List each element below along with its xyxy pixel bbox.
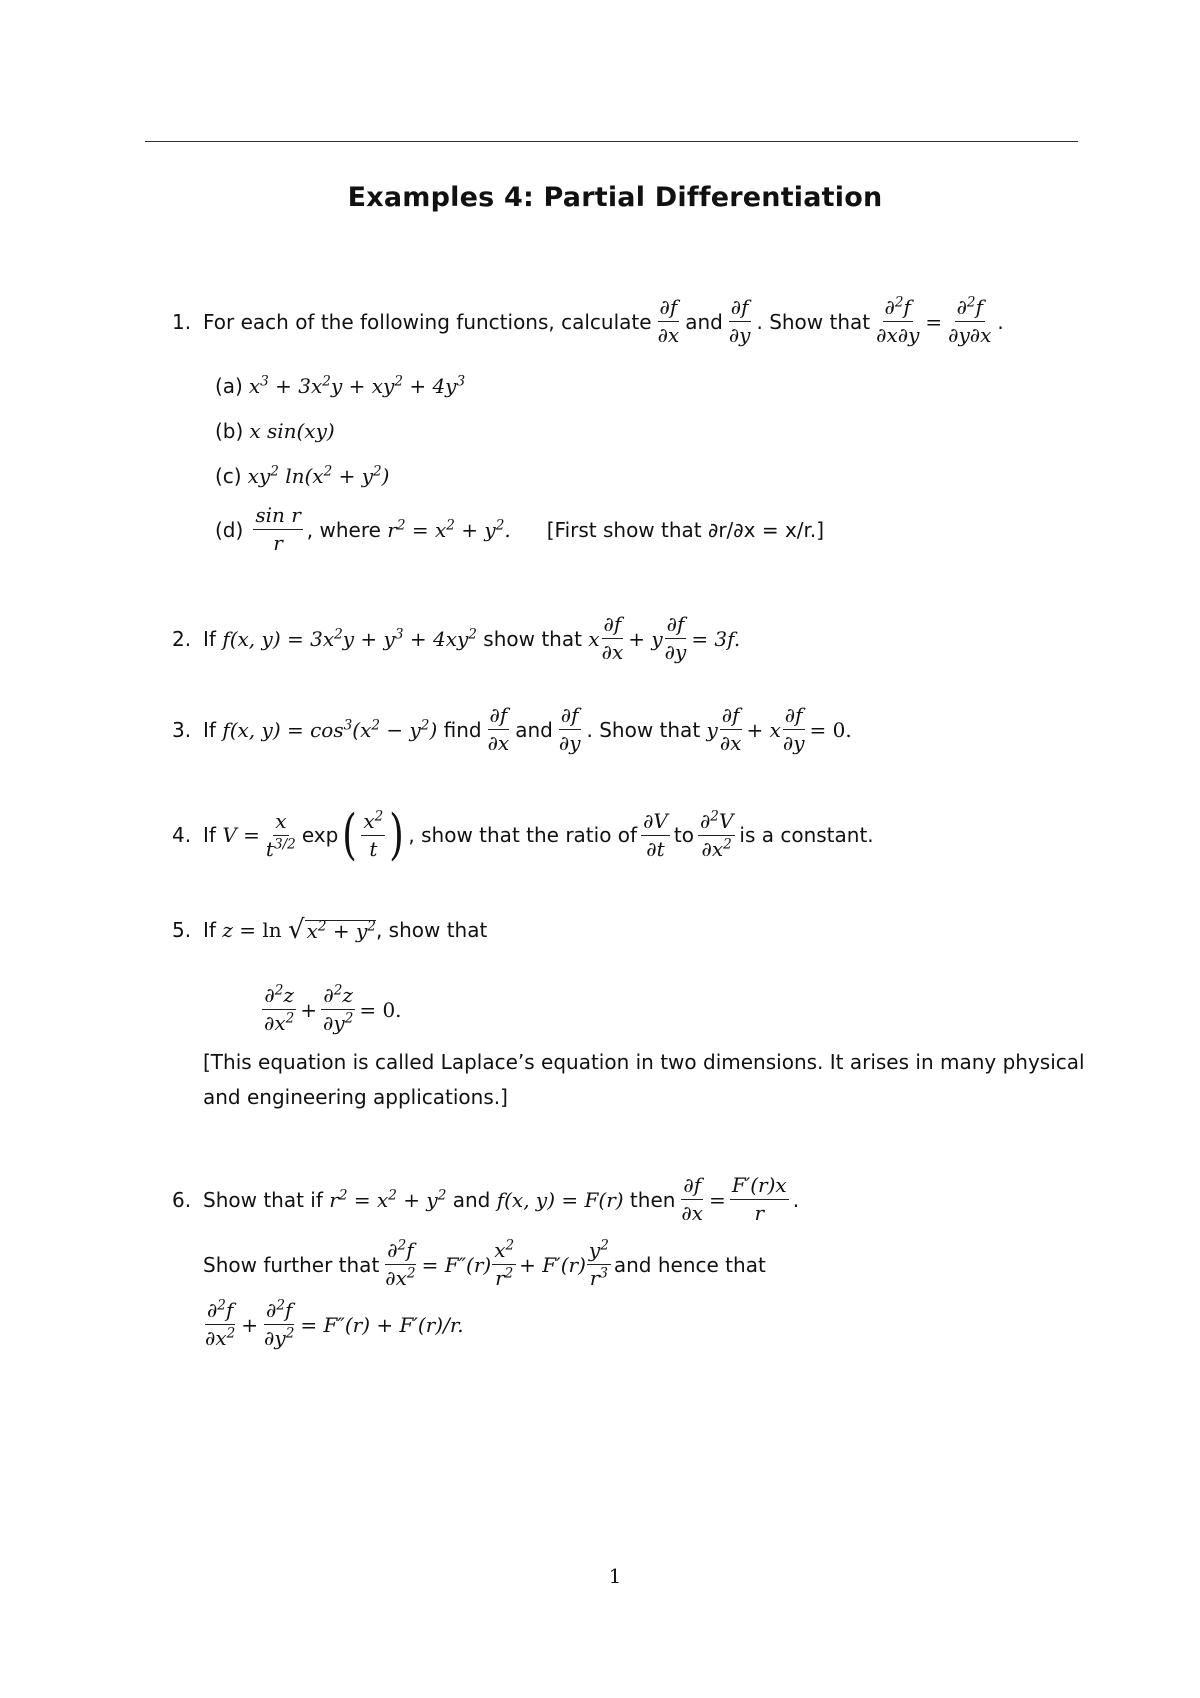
fraction-d2V-dx2: $\frac{\partial^2V}{\partial x^2}$	[699, 808, 734, 861]
and-text: and	[515, 717, 553, 742]
part-label: (c)	[215, 464, 242, 488]
question-1a	[215, 373, 466, 398]
question-number: 3.	[172, 717, 192, 742]
fraction-df-dx: $\frac{\partial f}{\partial x}$	[487, 703, 510, 755]
ratio-text: , show that the ratio of	[408, 823, 638, 847]
formula-c: $xy^2$ $\ln(x^2 + y^2)$	[247, 463, 390, 488]
sqrt-expression: $x^2 + y^2$	[306, 918, 376, 943]
if-text: If	[203, 918, 216, 942]
formula-f: f(x, $y) = 3x^2y + y^3 + 4xy^2$	[222, 626, 477, 651]
fraction-df-dy: $\frac{\partial f}{\partial y}$	[664, 612, 687, 664]
fraction-df-dx-2: $\frac{\partial f}{\partial x}$	[719, 703, 742, 755]
question-4: 4. If V = $\frac{x}{t^{3/2}}$ exp ( $\frac{x^2}{t}$ ) , show that the ratio of $\frac{\partial V}{\partial t}$ to $\frac{\partial^2V}{\partial x^2}$ is a constant.	[172, 803, 874, 866]
question-6-result: $\frac{\partial^2f}{\partial x^2}$ + $\frac{\partial^2f}{\partial y^2}$ = F″(r) + F′(r)/r.	[205, 1297, 464, 1350]
page-number: 1	[608, 1564, 622, 1588]
laplace-note-1	[203, 1052, 1085, 1072]
question-1: 1. For each of the following functions, calculate $\frac{\partial f}{\partial x}$ and $\frac{\partial f}{\partial y}$ . Show that $\frac{\partial^2f}{\partial x\partial y}$ = $\frac{\partial^2f}{\partial y\partial x}$ .	[172, 294, 1004, 347]
fraction-sinr-r: $\frac{\text{sin r}}{r}$	[255, 503, 301, 555]
to-text: to	[673, 823, 694, 847]
fraction-dV-dt: $\frac{\partial V}{\partial t}$	[643, 808, 668, 861]
if-text: If	[203, 823, 216, 847]
fraction-d2z-dx2: $\frac{\partial^2z}{\partial x^2}$	[264, 982, 295, 1035]
laplace-note-2	[203, 1087, 508, 1107]
question-2: 2. If f(x, $y) = 3x^2y + y^3 + 4xy^2$ show that x $\frac{\partial f}{\partial x}$ + y $\frac{\partial f}{\partial y}$ = 3f.	[172, 612, 741, 664]
question-number: 6.	[172, 1187, 192, 1212]
fraction-d2f-dydx: $\frac{\partial^2f}{\partial y\partial x}$	[948, 294, 992, 347]
question-number: 4.	[172, 823, 192, 847]
page-title: Examples 4: Partial Differentiation	[347, 182, 883, 213]
fraction-Fprime-x-r: $\frac{F'(r)x}{r}$	[731, 1173, 787, 1225]
note-text: and engineering applications.]	[203, 1085, 508, 1109]
exp-text: exp	[301, 823, 339, 847]
fraction-x2-t: $\frac{x^2}{t}$	[363, 808, 384, 861]
fraction-df-dx: $\frac{\partial f}{\partial x}$	[601, 612, 624, 664]
constant-text: is a constant.	[739, 823, 874, 847]
fraction-d2f-dy2: $\frac{\partial^2f}{\partial y^2}$	[264, 1297, 295, 1350]
fraction-df-dy: $\frac{\partial f}{\partial y}$	[728, 295, 751, 347]
note-text: [This equation is called Laplace’s equation in two dimensions. It arises in many physical	[203, 1050, 1085, 1074]
question-1d	[215, 505, 824, 554]
and-text: and	[452, 1187, 491, 1212]
fraction-x2-r2: $\frac{x^2}{r^2}$	[494, 1237, 515, 1290]
then-text: then	[629, 1187, 676, 1212]
formula-d-condition: $r^2 = x^2 + y^2$.	[387, 517, 511, 542]
formula-a: $x^3 + 3x^2y + xy^2 + 4y^3$	[248, 373, 466, 398]
question-number: 2.	[172, 626, 192, 651]
if-text: If	[203, 626, 216, 651]
question-6-second-derivative: Show further that $\frac{\partial^2f}{\partial x^2}$ = F″(r) $\frac{x^2}{r^2}$ + F′(r) $\frac{y^2}{r^3}$ and hence that	[203, 1237, 766, 1290]
question-number: 1.	[172, 309, 192, 334]
fraction-df-dx: $\frac{\partial f}{\partial x}$	[657, 295, 680, 347]
show-that-text: Show that	[599, 717, 701, 742]
question-text: Show that if	[203, 1187, 323, 1212]
show-that-text: show that	[483, 626, 582, 651]
fraction-d2f-dxdy: $\frac{\partial^2f}{\partial x\partial y}$	[876, 294, 920, 347]
hint-text: [First show that ∂r/∂x = x/r.]	[546, 517, 825, 542]
question-6: 6. Show that if $r^2 = x^2 + y^2$ and f(x, y) = F(r) then $\frac{\partial f}{\partial x}$ = $\frac{F'(r)x}{r}$ .	[172, 1173, 800, 1225]
find-text: find	[443, 717, 482, 742]
fraction-x-t32: $\frac{x}{t^{3/2}}$	[265, 808, 296, 861]
fraction-d2f-dx2: $\frac{\partial^2f}{\partial x^2}$	[205, 1297, 236, 1350]
show-further-text: Show further that	[203, 1252, 380, 1277]
part-label: (b)	[215, 419, 244, 443]
fraction-df-dy-2: $\frac{\partial f}{\partial y}$	[782, 703, 805, 755]
fraction-d2z-dy2: $\frac{\partial^2z}{\partial y^2}$	[323, 982, 354, 1035]
where-text: , where	[306, 517, 381, 542]
show-that-text: Show that	[769, 309, 871, 334]
show-that-text: , show that	[375, 918, 488, 942]
formula-b: x sin(xy)	[249, 419, 335, 443]
question-number: 5.	[172, 918, 192, 942]
formula-f: f(x, $y) = \cos^3(x^2 - y^2)$	[222, 717, 438, 742]
fraction-d2f-dx2: $\frac{\partial^2f}{\partial x^2}$	[385, 1237, 416, 1290]
question-3: 3. If f(x, $y) = \cos^3(x^2 - y^2)$ find $\frac{\partial f}{\partial x}$ and $\frac{\partial f}{\partial y}$ . Show that y $\frac{\partial f}{\partial x}$ + x $\frac{\partial f}{\partial y}$ = 0.	[172, 703, 852, 755]
question-5: 5. If z = ln √ $x^2 + y^2$ , show that	[172, 915, 488, 945]
fraction-df-dy: $\frac{\partial f}{\partial y}$	[558, 703, 581, 755]
question-text: For each of the following functions, calculate	[203, 309, 652, 334]
laplace-equation: $\frac{\partial^2z}{\partial x^2}$ + $\frac{\partial^2z}{\partial y^2}$ = 0.	[264, 982, 402, 1035]
question-1c	[215, 463, 390, 488]
and-hence-text: and hence that	[613, 1252, 766, 1277]
part-label: (a)	[215, 374, 243, 398]
question-1b	[215, 421, 335, 441]
fraction-df-dx: $\frac{\partial f}{\partial x}$	[681, 1173, 704, 1225]
top-rule	[145, 141, 1078, 142]
fraction-y2-r3: $\frac{y^2}{r^3}$	[588, 1237, 609, 1290]
if-text: If	[203, 717, 216, 742]
part-label: (d)	[215, 517, 244, 542]
and-text: and	[685, 309, 723, 334]
